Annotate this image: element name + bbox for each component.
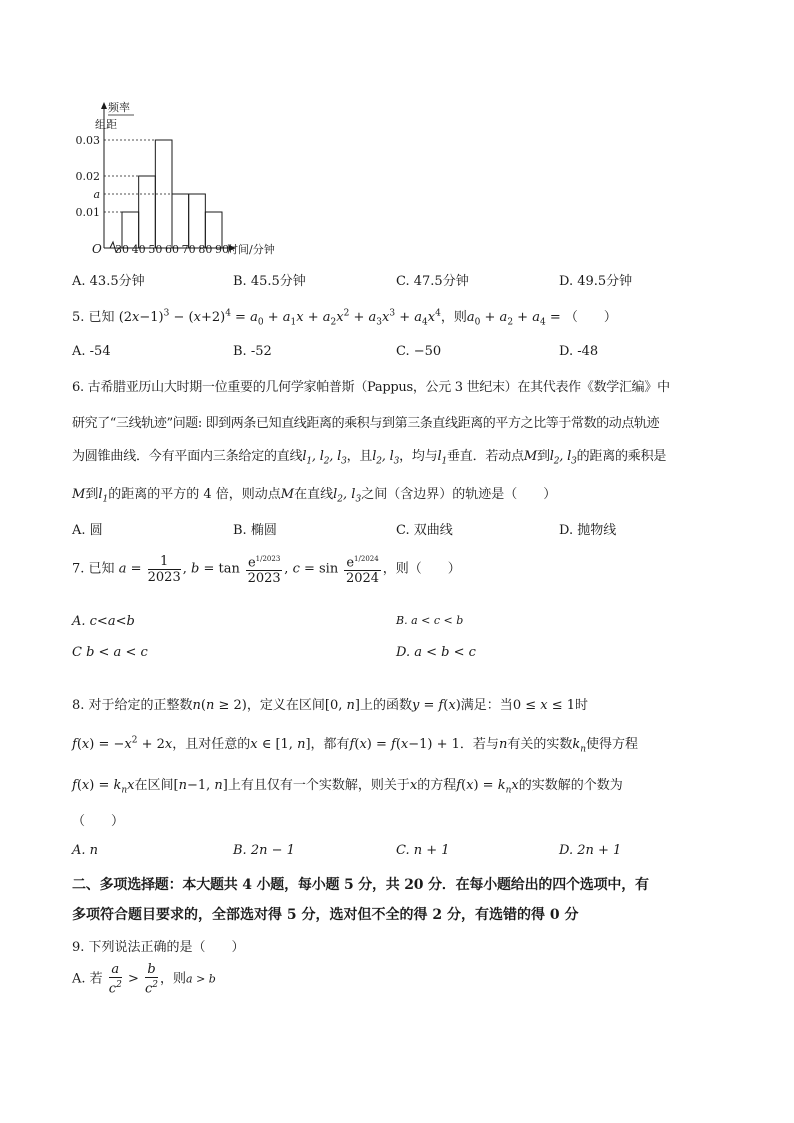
x-tick-label: 90 — [215, 243, 229, 256]
y-tick-label: 0.02 — [75, 170, 100, 183]
q6-line-3 — [72, 445, 666, 467]
q8-line-1-text-d: 满足：当 — [460, 698, 513, 713]
q8-line-2-text-c: ．若与 — [459, 737, 499, 752]
q7-a-fraction: $\frac{1}{2023}$ — [147, 553, 181, 585]
q5-option-c[interactable]: C. −50 — [396, 344, 442, 359]
q8-paren: （ ） — [72, 814, 125, 829]
section-2-heading-line-1: 二、多项选择题：本大题共 4 小题，每小题 5 分，共 20 分．在每小题给出的四个选项中，有 — [72, 877, 649, 893]
y-axis-label-top: 频率 — [108, 101, 130, 114]
q4-option-a[interactable]: A. 43.5分钟 — [72, 274, 145, 289]
q6-line-2: 研究了“三线轨迹”问题: 即到两条已知直线距离的乘积与到第三条直线距离的平方之比等于常数的动点轨迹 — [72, 416, 660, 431]
q8-line-2-text-a: ，且对任意的 — [172, 737, 251, 752]
x-axis-label: 时间/分钟 — [227, 243, 275, 256]
q6-line-3-text-f: 的距离的乘积是 — [576, 449, 667, 464]
q9-option-a[interactable]: A. 若 $\frac{a}{c^2}$ > $\frac{b}{c^2}$ ，则a > b — [72, 962, 216, 997]
x-tick-label: 60 — [165, 243, 179, 256]
q7-b-denominator: 2023 — [247, 571, 281, 587]
q8-line-1-text-a: 8. 对于给定的正整数 — [72, 698, 193, 713]
q8-line-2-text-d: 有关的实数 — [507, 737, 573, 752]
q6-line-l1b: $l_1$ — [98, 487, 109, 505]
q7-var-c: c — [292, 561, 300, 577]
q7-var-b: b — [190, 561, 200, 577]
q8-line-2-text-b: ，都有 — [310, 737, 350, 752]
q8-line-1-text-c: 上的函数 — [359, 698, 412, 713]
q8-function-y: y = f — [411, 698, 444, 713]
x-tick-label: 80 — [198, 243, 213, 256]
q9-option-a-conclusion: a > b — [186, 972, 216, 986]
q8-option-d[interactable]: D. 2n + 1 — [559, 843, 622, 858]
q5-option-a[interactable]: A. -54 — [72, 344, 111, 359]
x-tick-label: 30 — [115, 243, 129, 256]
q7-tail: ，则（ ） — [382, 561, 461, 577]
x-tick-label: 40 — [131, 243, 146, 256]
q7-c-exp-denominator: 2024 — [360, 555, 379, 563]
q8-function-def: $f(x) = -x^2 + 2x$ — [72, 735, 173, 752]
q6-option-c[interactable]: C. 双曲线 — [396, 523, 453, 538]
q6-lines-l23c: $l_2$, $l_3$ — [333, 487, 362, 505]
q4-option-d[interactable]: D. 49.5分钟 — [559, 274, 633, 289]
q8-line-1-text-b: ，定义在区间 — [246, 698, 325, 713]
q9-fraction-a: $\frac{a}{c^2}$ — [108, 962, 122, 997]
q6-line-4-text-d: 之间（含边界）的轨迹是（ ） — [361, 487, 557, 502]
q5-tail: ，则 — [440, 310, 467, 325]
histogram-bar — [172, 194, 189, 248]
q7-b-exp-denominator: 2023 — [262, 555, 281, 563]
q8-option-b[interactable]: B. 2n − 1 — [233, 843, 295, 858]
q6-line-4-text-a: 到 — [85, 487, 99, 502]
q8-line-3-text-a: 在区间 — [134, 778, 174, 793]
q6-line-1: 6. 古希腊亚历山大时期一位重要的几何学家帕普斯（Pappus，公元 3 世纪末）在其代表作《数学汇编》中 — [72, 380, 670, 395]
q9-stem: 9. 下列说法正确的是（ ） — [72, 940, 245, 955]
q6-line-l1: $l_1$ — [437, 449, 447, 467]
q8-option-c[interactable]: C. n + 1 — [396, 843, 450, 858]
q7-a-denominator: 2023 — [147, 569, 181, 585]
q4-option-c[interactable]: C. 47.5分钟 — [396, 274, 469, 289]
q8-line-2: $f(x) = -x^2 + 2x$，且对任意的x ∈ [1, n]，都有f(x) = f(x−1) + 1．若与n有关的实数$k_n$使得方程 — [72, 735, 639, 755]
q6-lines-l123: $l_1$, $l_2$, $l_3$ — [302, 449, 347, 467]
y-tick-label: a — [93, 188, 100, 201]
q4-option-b[interactable]: B. 45.5分钟 — [233, 274, 306, 289]
histogram-bar — [189, 194, 206, 248]
q6-line-3-text-a: 为圆锥曲线．今有平面内三条给定的直线 — [72, 449, 303, 464]
y-axis-label-bottom: 组距 — [95, 118, 117, 131]
q9-fraction-b: $\frac{b}{c^2}$ — [144, 962, 158, 997]
q6-line-3-text-d: 垂直．若动点 — [447, 449, 524, 464]
q6-line-4-text-b: 的距离的平方的 4 倍，则动点 — [108, 487, 281, 502]
q7-option-c[interactable]: C b < a < c — [72, 645, 148, 660]
q7-option-d[interactable]: D. a < b < c — [396, 645, 476, 660]
q8-n-cond: n — [192, 698, 201, 713]
q8-line-3-text-c: 的方程 — [417, 778, 457, 793]
q7-c-fraction: $\frac{e^{1/2024}}{2024}$ — [344, 552, 380, 586]
y-axis-arrow — [101, 102, 107, 109]
q8-line-3-text-b: 上有且仅有一个实数解，则关于 — [227, 778, 410, 793]
q6-line-4-text-c: 在直线 — [294, 487, 334, 502]
q7-number: 7. 已知 — [72, 561, 115, 577]
q7-b-fraction: $\frac{e^{1/2023}}{2023}$ — [246, 552, 282, 586]
q8-line-1: 8. 对于给定的正整数n(n ≥ 2)，定义在区间[0, n]上的函数y = f(x)满足：当0 ≤ x ≤ 1时 — [72, 698, 589, 713]
q6-line-3-text-e: 到 — [536, 449, 550, 464]
q6-lines-l23: $l_2$, $l_3$ — [372, 449, 400, 467]
q7-c-denominator: 2024 — [345, 571, 380, 587]
y-tick-label: 0.01 — [75, 206, 100, 219]
section-2-heading-line-2: 多项符合题目要求的，全部选对得 5 分，选对但不全的得 2 分，有选错的得 0 分 — [72, 907, 579, 923]
q6-option-d[interactable]: D. 抛物线 — [559, 523, 617, 538]
q6-lines-l23b: $l_2$, $l_3$ — [549, 449, 577, 467]
q6-point-m: M — [523, 449, 537, 464]
q5-option-d[interactable]: D. -48 — [559, 344, 599, 359]
q8-option-a[interactable]: A. n — [72, 843, 99, 858]
q6-point-m3: M — [280, 487, 295, 502]
q9-option-a-prefix: A. 若 — [72, 971, 103, 987]
q5-equation: $(2x-1)^3 - (x+2)^4 = a_0 + a_1x + a_2x^2 + a_3x^3 + a_4x^4$ — [118, 308, 441, 328]
q6-line-3-text-b: ，且 — [346, 449, 373, 464]
x-tick-label: 70 — [181, 243, 196, 256]
q8-line-3: $f(x) = k_nx$在区间[n−1, n]上有且仅有一个实数解，则关于x的方程$f(x) = k_nx$的实数解的个数为 — [72, 778, 623, 796]
q5-sum-expression: $a_0 + a_2 + a_4$ = — [466, 310, 565, 328]
q8-line-1-text-e: 时 — [575, 698, 589, 713]
q8-line-2-text-e: 使得方程 — [586, 737, 639, 752]
q7-var-a: a — [118, 561, 127, 577]
q6-point-m2: M — [72, 487, 86, 502]
q5-option-b[interactable]: B. -52 — [233, 344, 272, 359]
y-tick-label: 0.03 — [75, 134, 100, 147]
frequency-histogram — [64, 96, 384, 256]
q5-number: 5. 已知 — [72, 310, 115, 325]
histogram-bar — [139, 176, 156, 248]
q6-option-a[interactable]: A. 圆 — [72, 523, 103, 538]
q7-stem: 7. 已知 a = $\frac{1}{2023}$ , b = tan $\frac{e^{1/2023}}{2023}$ , c = sin $\frac{e^{1/2024}}{2024}$ ，则（ ） — [72, 553, 461, 587]
q8-line-3-text-d: 的实数解的个数为 — [518, 778, 623, 793]
q6-line-3-text-c: ，均与 — [399, 449, 438, 464]
q6-option-b[interactable]: B. 椭圆 — [233, 523, 277, 538]
q6-line-4 — [72, 483, 556, 505]
q9-option-a-mid: ，则 — [160, 971, 187, 987]
origin-label: O — [92, 242, 102, 256]
q5-stem — [72, 306, 617, 328]
q5-paren: （ ） — [564, 310, 617, 325]
q7-option-b[interactable]: B. a < c < b — [396, 614, 464, 627]
x-tick-label: 50 — [148, 243, 163, 256]
q7-option-a[interactable]: A. c<a<b — [72, 614, 135, 629]
